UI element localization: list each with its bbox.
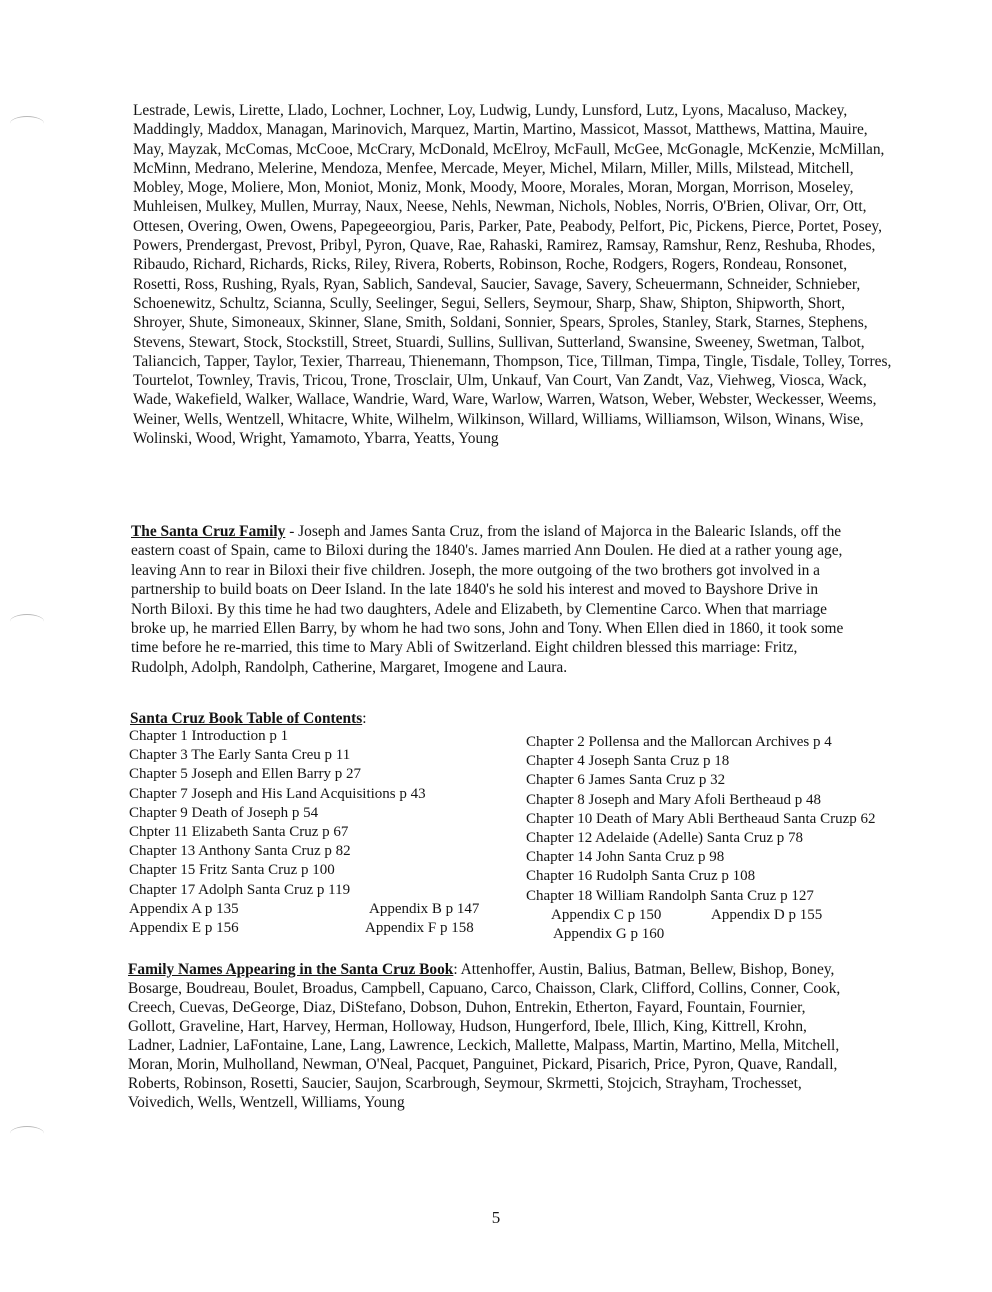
family-names-paragraph: [128, 960, 848, 1112]
toc-entry: Chapter 17 Adolph Santa Cruz p 119: [129, 881, 351, 898]
toc-left-column: [129, 727, 519, 938]
punch-hole-mark: [10, 1126, 44, 1141]
toc-entry: Chapter 5 Joseph and Ellen Barry p 27: [129, 766, 362, 783]
page-number: 5: [491, 1208, 501, 1227]
toc-entry: Chapter 4 Joseph Santa Cruz p 18: [526, 753, 730, 770]
toc-appendix-entry: Appendix E p 156: [129, 920, 239, 937]
toc-entry: Chpter 11 Elizabeth Santa Cruz p 67: [129, 824, 349, 841]
toc-entry: Chapter 15 Fritz Santa Cruz p 100: [129, 862, 335, 879]
toc-heading: [130, 710, 366, 728]
surname-list-continued: Lestrade, Lewis, Lirette, Llado, Lochner, Lochner, Loy, Ludwig, Lundy, Lunsford, Lutz, Lyons, Macaluso, Mackey, Maddingly, Maddox, Managan, Marinovich, Marquez, Martin, Martino, Massicot, Massot, Matthews, Mattina, Mauire, May, Mayzak, McComas, McCooe, McCrary, McDonald, McElroy, McFaull, McGee, McGonagle, McKenzie, McMillan, McMinn, Medrano, Melerine, Mendoza, Menfee, Mercade, Meyer, Michel, Milarn, Miller, Mills, Milstead, Mitchell, Mobley, Moge, Moliere, Mon, Moniot, Moniz, Monk, Moody, Moore, Morales, Moran, Morgan, Morrison, Moseley, Muhleisen, Mulkey, Mullen, Murray, Naux, Neese, Nehls, Newman, Nichols, Nobles, Norris, O'Brien, Olivar, Orr, Ott, Ottesen, Overing, Owen, Owens, Papegeeorgiou, Paris, Parker, Pate, Peabody, Pelfort, Pic, Pickens, Pierce, Portet, Posey, Powers, Prendergast, Prevost, Pribyl, Pyron, Quave, Rae, Rahaski, Ramirez, Ramsay, Ramshur, Renz, Reshuba, Rhodes, Ribaudo, Richard, Richards, Ricks, Riley, Rivera, Roberts, Robinson, Roche, Rodgers, Rogers, Rondeau, Ronsonet, Rosetti, Ross, Rushing, Ryals, Ryan, Sablich, Sandeval, Saucier, Savage, Savery, Scheuermann, Schneider, Schnieber, Schoenewitz, Schultz, Scianna, Scully, Seelinger, Segui, Sellers, Seymour, Sharp, Shaw, Shipton, Shipworth, Short, Shroyer, Shute, Simoneaux, Skinner, Slane, Smith, Soldani, Sonnier, Spears, Sproles, Stanley, Stark, Starnes, Stephens, Stevens, Stewart, Stock, Stockstill, Street, Stuardi, Sullins, Sullivan, Sutterland, Swansine, Sweeney, Swetman, Talbot, Taliancich, Tapper, Taylor, Texier, Tharreau, Thienemann, Thompson, Tice, Tillman, Timpa, Tingle, Tisdale, Tolley, Torres, Tourtelot, Townley, Travis, Tricou, Trone, Trosclair, Ulm, Unkauf, Van Court, Van Zandt, Vaz, Viehweg, Viosca, Wack, Wade, Wakefield, Walker, Wallace, Wandrie, Ward, Ware, Warlow, Warren, Watson, Weber, Webster, Weckesser, Weems, Weiner, Wells, Wentzell, Whitacre, White, Wilhelm, Wilkinson, Willard, Williams, Williamson, Wilson, Winans, Wise, Wolinski, Wood, Wright, Yamamoto, Ybarra, Yeatts, Young: [133, 102, 892, 448]
toc-entry: Chapter 16 Rudolph Santa Cruz p 108: [526, 868, 756, 885]
toc-entry: Chapter 7 Joseph and His Land Acquisitions p 43: [129, 785, 426, 802]
punch-hole-mark: [10, 614, 44, 629]
toc-entry: Chapter 12 Adelaide (Adelle) Santa Cruz p 78: [526, 830, 804, 847]
toc-entry: Chapter 9 Death of Joseph p 54: [129, 804, 319, 821]
punch-hole-mark: [10, 116, 44, 131]
toc-entry: Chapter 10 Death of Mary Abli Bertheaud Santa Cruzp 62: [526, 810, 876, 827]
paragraph-text: - Joseph and James Santa Cruz, from the island of Majorca in the Balearic Islands, off the eastern coast of Spain, came to Biloxi during the 1840's. James married Ann Doulen. He died at a rather young age, leaving Ann to rear in Biloxi their five children. Joseph, the more outgoing of the two brothers got involved in a partnership to build boats on Deer Island. In the late 1840's he sold his interest and moved to Bayshore Drive in North Biloxi. By this time he had two daughters, Adele and Elizabeth, by Clementine Carco. When that marriage broke up, he married Ellen Barry, by whom he had two sons, John and Tony. When Ellen died in 1860, it took some time before he re-married, this time to Mary Abli of Switzerland. Eight children blessed this marriage: Fritz, Rudolph, Adolph, Randolph, Catherine, Margaret, Imogene and Laura.: [131, 523, 844, 676]
toc-entry: Chapter 18 William Randolph Santa Cruz p 127: [526, 887, 814, 904]
toc-entry: Chapter 2 Pollensa and the Mallorcan Archives p 4: [526, 734, 832, 750]
section-heading: The Santa Cruz Family: [131, 523, 286, 540]
paragraph-text: : Attenhoffer, Austin, Balius, Batman, Bellew, Bishop, Boney, Bosarge, Boudreau, Boulet, Broadus, Campbell, Capuano, Carco, Chaisson, Clark, Clifford, Collins, Conner, Cook, Creech, Cuevas, DeGeorge, Diaz, DiStefano, Dobson, Duhon, Entrekin, Etherton, Fayard, Fountain, Fournier, Gollott, Graveline, Hart, Harvey, Herman, Holloway, Hudson, Hungerford, Ibele, Illich, King, Kittrell, Krohn, Ladner, Ladnier, LaFontaine, Lane, Lang, Lawrence, Leckich, Mallette, Malpass, Martin, Martino, Mella, Mitchell, Moran, Morin, Mulholland, Newman, O'Neal, Pacquet, Panguinet, Pickard, Pisarich, Price, Pyron, Quave, Randall, Roberts, Robinson, Rosetti, Saucier, Saujon, Scarbrough, Seymour, Skrmetti, Stojcich, Strayham, Trochesset, Voivedich, Wells, Wentzell, Williams, Young: [128, 961, 841, 1111]
toc-appendix-entry: Appendix D p 155: [711, 906, 823, 923]
toc-appendix-entry: Appendix F p 158: [365, 920, 474, 937]
heading-suffix: :: [362, 710, 367, 727]
santa-cruz-family-paragraph: [131, 522, 851, 677]
toc-appendix-row: [526, 925, 926, 944]
toc-appendix-entry: Appendix C p 150: [551, 906, 662, 923]
section-heading: Family Names Appearing in the Santa Cruz Book: [128, 961, 454, 978]
toc-appendix-row: [526, 906, 926, 925]
section-heading: Santa Cruz Book Table of Contents: [130, 710, 363, 727]
toc-entry: Chapter 13 Anthony Santa Cruz p 82: [129, 843, 351, 860]
toc-entry: Chapter 8 Joseph and Mary Afoli Bertheaud p 48: [526, 791, 821, 808]
toc-entry: Chapter 1 Introduction p 1: [129, 728, 289, 744]
toc-appendix-entry: Appendix G p 160: [553, 926, 665, 943]
toc-right-column: [526, 733, 926, 944]
toc-appendix-row: [129, 900, 519, 919]
toc-appendix-entry: Appendix A p 135: [129, 900, 239, 917]
toc-entry: Chapter 14 John Santa Cruz p 98: [526, 849, 725, 866]
toc-appendix-entry: Appendix B p 147: [369, 900, 480, 917]
toc-entry: Chapter 3 The Early Santa Creu p 11: [129, 747, 351, 764]
toc-entry: Chapter 6 James Santa Cruz p 32: [526, 772, 726, 789]
toc-appendix-row: [129, 919, 519, 938]
